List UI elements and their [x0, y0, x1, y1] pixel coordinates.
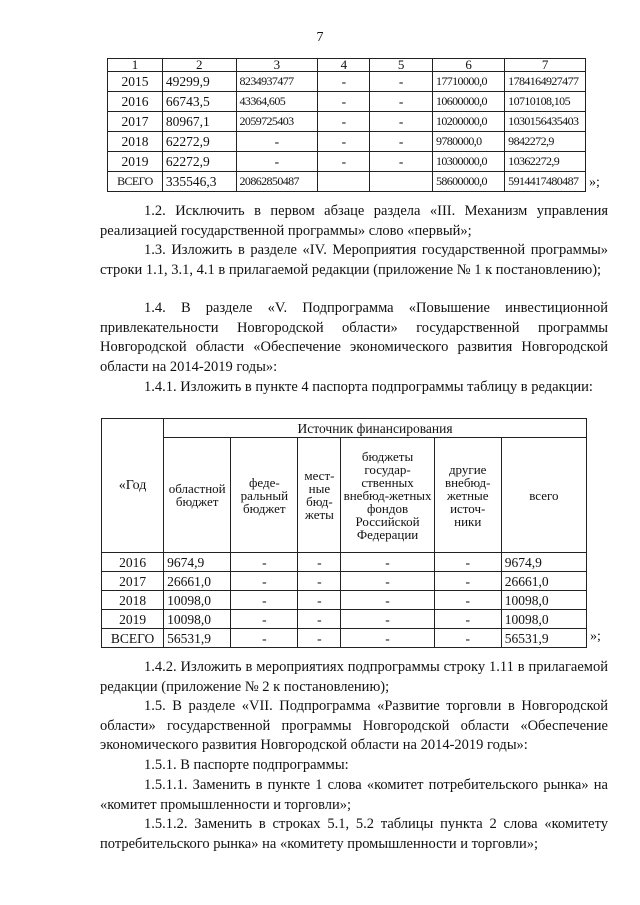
column-header: бюджеты государ-ственных внебюд-жетных фондов Российской Федерации: [341, 438, 434, 553]
table-cell: -: [318, 152, 370, 172]
table-cell: 8234937477: [236, 72, 318, 92]
year-cell: 2017: [108, 112, 163, 132]
table-row: [102, 610, 587, 629]
column-header: феде-ральный бюджет: [231, 438, 298, 553]
table-cell: 9674,9: [164, 553, 231, 572]
table-cell: -: [318, 132, 370, 152]
table-cell: -: [298, 610, 341, 629]
table-cell: 10600000,0: [432, 92, 504, 112]
table-cell: -: [318, 72, 370, 92]
table-cell: 10300000,0: [432, 152, 504, 172]
paragraph-1-4-2: 1.4.2. Изложить в мероприятиях подпрограммы строку 1.11 в прилагаемой редакции (приложение № 2 к постановлению);: [100, 659, 608, 695]
table-row: [102, 553, 587, 572]
table-cell: 10362272,9: [505, 152, 586, 172]
table-cell: 10098,0: [501, 591, 586, 610]
table-closing-quote: »;: [589, 175, 600, 190]
table-header-row: [102, 438, 587, 553]
table-header-row: [102, 419, 587, 438]
table-cell: 66743,5: [162, 92, 236, 112]
table-row: [102, 591, 587, 610]
header-cell: 5: [370, 59, 433, 72]
header-cell: 6: [432, 59, 504, 72]
table-cell: -: [318, 92, 370, 112]
table-cell: -: [236, 152, 318, 172]
table-cell: -: [231, 629, 298, 648]
table-cell: 335546,3: [162, 172, 236, 192]
column-header: всего: [501, 438, 586, 553]
table-cell: 80967,1: [162, 112, 236, 132]
header-cell: 1: [108, 59, 163, 72]
table-cell: 9780000,0: [432, 132, 504, 152]
table-cell: -: [341, 572, 434, 591]
year-cell: 2016: [102, 553, 164, 572]
table-row: [102, 572, 587, 591]
table-cell: 26661,0: [501, 572, 586, 591]
year-cell: 2016: [108, 92, 163, 112]
paragraph-1-4-1: 1.4.1. Изложить в пункте 4 паспорта подпрограммы таблицу в редакции:: [144, 379, 593, 395]
total-label-cell: ВСЕГО: [108, 172, 163, 192]
table-cell: -: [434, 591, 501, 610]
table-cell: 62272,9: [162, 132, 236, 152]
table-cell: -: [370, 152, 433, 172]
table-cell: -: [236, 132, 318, 152]
paragraph-1-5: 1.5. В разделе «VII. Подпрограмма «Развитие торговли в Новгородской области» государственной программы Новгородской области «Обеспечение экономического развития Новгородской области на 2014-2019 годы»:: [100, 698, 608, 753]
table-cell: 20862850487: [236, 172, 318, 192]
table-cell: [370, 172, 433, 192]
table-cell: 10200000,0: [432, 112, 504, 132]
table-cell: -: [370, 132, 433, 152]
table-total-row: [108, 172, 586, 192]
table-cell: -: [341, 629, 434, 648]
table-cell: 10098,0: [501, 610, 586, 629]
table-closing-quote: »;: [590, 629, 601, 644]
table-cell: 62272,9: [162, 152, 236, 172]
paragraph-1-5-1-2: 1.5.1.2. Заменить в строках 5.1, 5.2 таблицы пункта 2 слова «комитету потребительского рынка» на «комитету промышленности и торговли»;: [100, 816, 608, 852]
table-cell: -: [434, 572, 501, 591]
table-cell: -: [298, 572, 341, 591]
table-cell: 26661,0: [164, 572, 231, 591]
paragraph-1-3: 1.3. Изложить в разделе «IV. Мероприятия государственной программы» строки 1.1, 3.1, 4.1 в прилагаемой редакции (приложение № 1 к постановлению);: [100, 242, 608, 278]
year-column-header: «Год: [102, 419, 164, 553]
header-cell: 4: [318, 59, 370, 72]
year-cell: 2019: [108, 152, 163, 172]
paragraph-1-5-1: 1.5.1. В паспорте подпрограммы:: [144, 757, 349, 773]
funding-table-2: [101, 418, 587, 648]
table-cell: -: [231, 591, 298, 610]
table-cell: 58600000,0: [432, 172, 504, 192]
table-cell: -: [370, 72, 433, 92]
funding-table-1: [107, 58, 586, 192]
total-label-cell: ВСЕГО: [102, 629, 164, 648]
table-cell: -: [341, 591, 434, 610]
table-cell: 2059725403: [236, 112, 318, 132]
column-header: мест-ные бюд-жеты: [298, 438, 341, 553]
table-cell: -: [231, 553, 298, 572]
table-cell: -: [318, 112, 370, 132]
table-row: [108, 92, 586, 112]
table-cell: -: [298, 553, 341, 572]
year-cell: 2015: [108, 72, 163, 92]
column-header: областной бюджет: [164, 438, 231, 553]
year-cell: 2017: [102, 572, 164, 591]
table-cell: 1784164927477: [505, 72, 586, 92]
year-cell: 2019: [102, 610, 164, 629]
header-cell: 2: [162, 59, 236, 72]
table-cell: -: [370, 112, 433, 132]
table-cell: 43364,605: [236, 92, 318, 112]
table-cell: 49299,9: [162, 72, 236, 92]
paragraph-1-4: 1.4. В разделе «V. Подпрограмма «Повышение инвестиционной привлекательности Новгородской области» государственной программы Новгородской области «Обеспечение экономического развития Новгородской области на 2014-2019 годы»:: [100, 300, 608, 375]
table-cell: 9674,9: [501, 553, 586, 572]
table-cell: 56531,9: [164, 629, 231, 648]
page-number: 7: [316, 30, 324, 45]
table-cell: 1030156435403: [505, 112, 586, 132]
year-cell: 2018: [108, 132, 163, 152]
source-header: Источник финансирования: [164, 419, 587, 438]
table-cell: 5914417480487: [505, 172, 586, 192]
paragraph-1-2: 1.2. Исключить в первом абзаце раздела «III. Механизм управления реализацией государственной программы» слово «первый»;: [100, 203, 608, 239]
table-cell: 10098,0: [164, 610, 231, 629]
table-cell: -: [298, 591, 341, 610]
table-row: [108, 152, 586, 172]
header-cell: 3: [236, 59, 318, 72]
table-cell: -: [434, 553, 501, 572]
table-cell: 56531,9: [501, 629, 586, 648]
table-cell: 17710000,0: [432, 72, 504, 92]
table-cell: -: [434, 610, 501, 629]
table-cell: -: [341, 553, 434, 572]
table-header-row: [108, 59, 586, 72]
table-row: [108, 72, 586, 92]
table-cell: -: [434, 629, 501, 648]
table-cell: 10098,0: [164, 591, 231, 610]
table-cell: 9842272,9: [505, 132, 586, 152]
table-cell: -: [298, 629, 341, 648]
table-row: [108, 132, 586, 152]
table-row: [108, 112, 586, 132]
table-cell: -: [341, 610, 434, 629]
column-header: другие внебюд-жетные источ-ники: [434, 438, 501, 553]
year-cell: 2018: [102, 591, 164, 610]
table-cell: 10710108,105: [505, 92, 586, 112]
table-cell: -: [231, 610, 298, 629]
table-cell: -: [370, 92, 433, 112]
table-cell: [318, 172, 370, 192]
header-cell: 7: [505, 59, 586, 72]
paragraph-1-5-1-1: 1.5.1.1. Заменить в пункте 1 слова «комитет потребительского рынка» на «комитет промышленности и торговли»;: [100, 777, 608, 813]
table-cell: -: [231, 572, 298, 591]
table-total-row: [102, 629, 587, 648]
